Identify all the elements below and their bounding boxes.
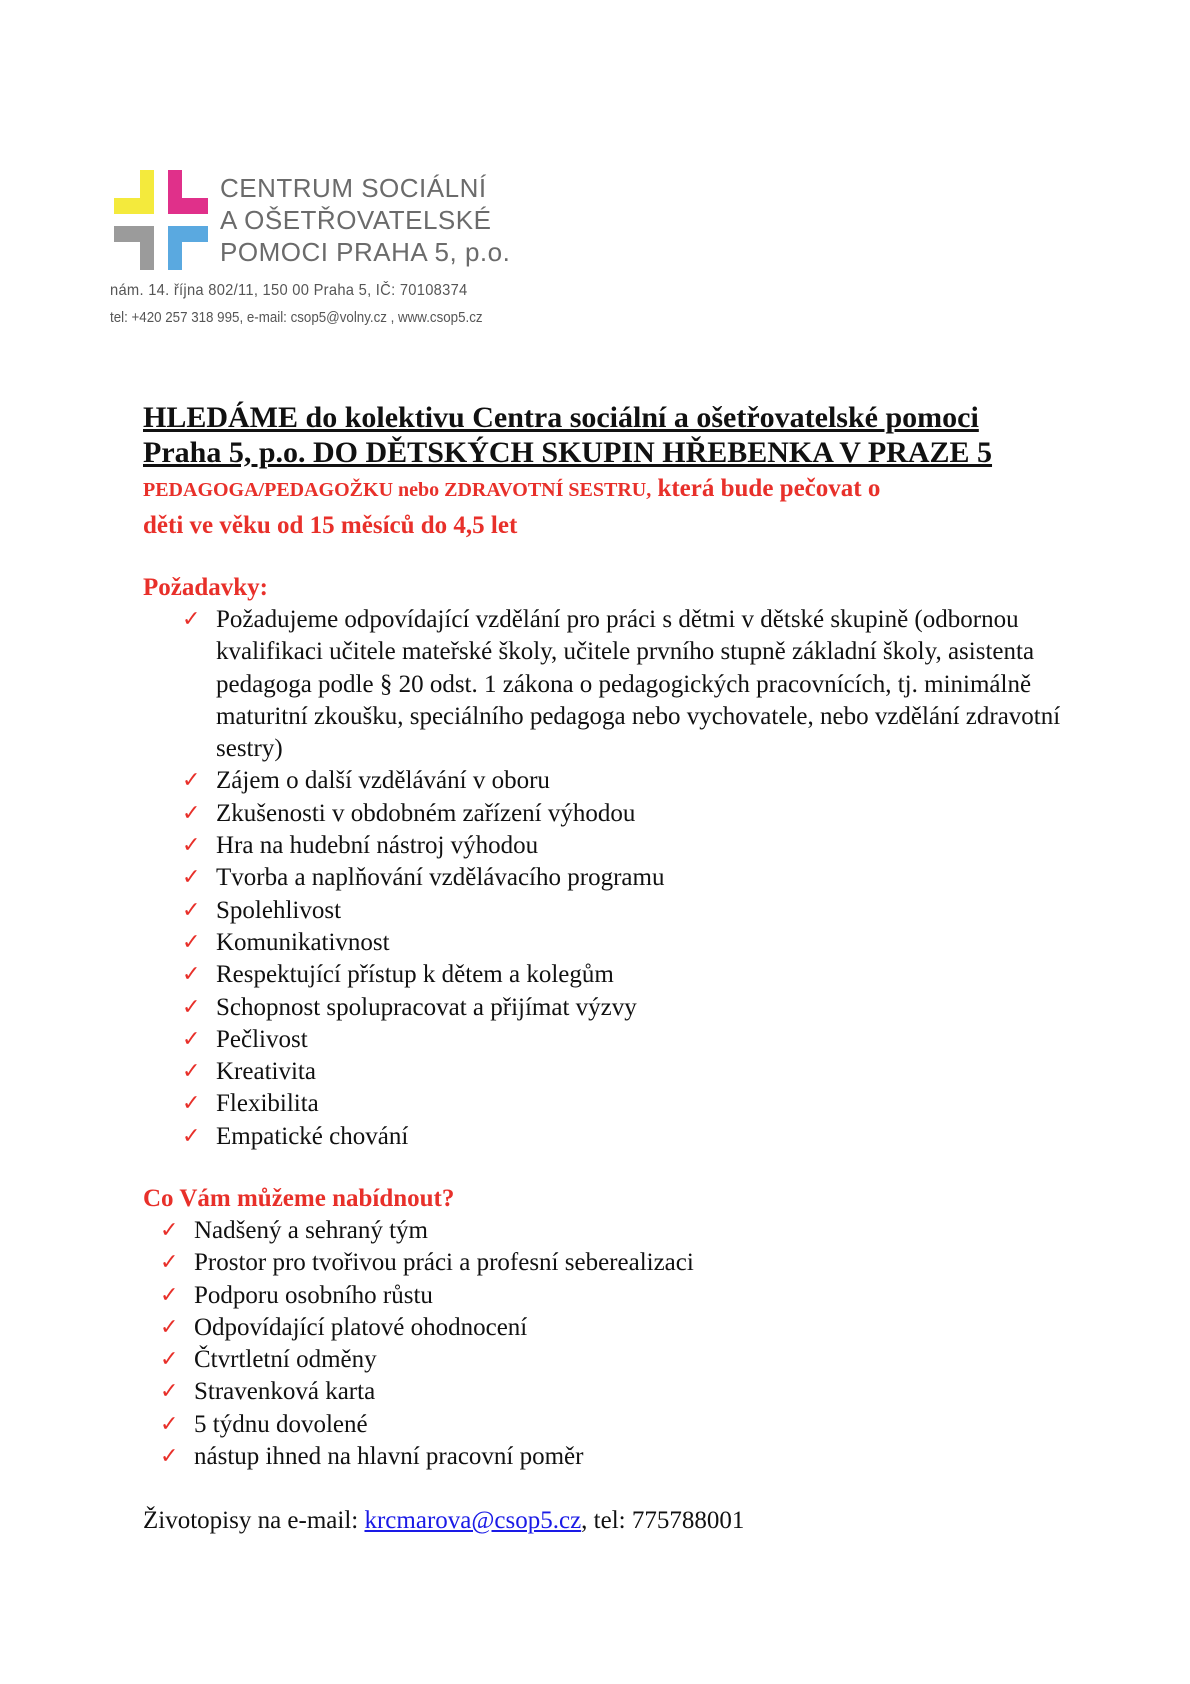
check-mark-icon: ✓ [182,607,201,632]
position-name: PEDAGOGA/PEDAGOŽKU nebo ZDRAVOTNÍ SESTRU, [143,479,652,501]
list-item-text: Schopnost spolupracovat a přijímat výzvy [216,993,637,1021]
offer-heading: Co Vám můžeme nabídnout? [143,1185,455,1212]
list-item [182,1121,1066,1153]
list-item [160,1344,694,1376]
cv-contact-prefix: Životopisy na e-mail: [143,1507,365,1534]
check-mark-icon: ✓ [182,768,201,794]
check-mark-icon: ✓ [160,1314,179,1340]
list-item [182,862,1066,894]
list-item-text: Komunikativnost [216,928,390,956]
list-item [182,927,1066,959]
list-item-text: Pečlivost [216,1025,308,1053]
list-item-text: Prostor pro tvořivou práci a profesní seberealizaci [194,1249,694,1277]
list-item-text: Stravenková karta [194,1378,376,1406]
list-item [182,830,1066,862]
list-item [160,1215,694,1247]
list-item [182,765,1066,797]
check-mark-icon: ✓ [182,994,201,1020]
check-mark-icon: ✓ [182,1026,201,1052]
list-item-text: Flexibilita [216,1090,319,1118]
list-item-text: Kreativita [216,1058,316,1086]
check-mark-icon: ✓ [182,800,201,826]
organization-name [220,172,510,268]
list-item-text: Hra na hudební nástroj výhodou [216,832,539,860]
email-link[interactable]: krcmarova@csop5.cz [364,1507,582,1534]
list-item-text: Odpovídající platové ohodnocení [194,1313,528,1341]
list-item-text: Empatické chování [216,1122,409,1150]
check-mark-icon: ✓ [160,1347,179,1373]
cv-contact-line [143,1505,744,1537]
list-item [160,1409,694,1441]
check-mark-icon: ✓ [160,1444,179,1470]
list-item-text: Nadšený a sehraný tým [194,1217,428,1244]
position-duty: která bude pečovat o [651,475,881,502]
check-mark-icon: ✓ [182,865,201,891]
list-item-text: Požadujeme odpovídající vzdělání pro práci s dětmi v dětské skupině (odbornou kvalifikaci učitele mateřské školy, učitele prvního stupně základní školy, asistenta pedagoga podle § 20 odst. 1 zákona o pedagogických pracovnících, tj. minimálně maturitní zkoušku, speciálního pedagoga nebo vychovatele, nebo vzdělání zdravotní sestry) [216,606,1061,763]
title-line-1: HLEDÁME do kolektivu Centra sociální a ošetřovatelské pomoci [143,401,979,434]
list-item [182,1088,1066,1120]
list-item [182,1056,1066,1088]
organization-phone-email-web: tel: +420 257 318 995, e-mail: csop5@volny.cz , www.csop5.cz [110,310,483,326]
position-age-range: děti ve věku od 15 měsíců do 4,5 let [143,512,518,539]
list-item-text: Respektující přístup k dětem a kolegům [216,961,614,989]
org-name-line-1: CENTRUM SOCIÁLNÍ [220,173,487,203]
requirements-heading: Požadavky: [143,574,268,601]
list-item [182,959,1066,991]
check-mark-icon: ✓ [160,1411,179,1437]
check-mark-icon: ✓ [160,1218,179,1243]
list-item-text: Zkušenosti v obdobném zařízení výhodou [216,799,636,827]
position-description [143,472,1073,543]
requirements-list [182,604,1066,1153]
page-title [143,400,1073,470]
list-item [182,1024,1066,1056]
organization-address: nám. 14. října 802/11, 150 00 Praha 5, IČ: 70108374 [110,282,468,299]
title-line-2: Praha 5, p.o. DO DĚTSKÝCH SKUPIN HŘEBENKA V PRAZE 5 [143,436,993,469]
org-name-line-3: POMOCI PRAHA 5, p.o. [220,237,511,267]
check-mark-icon: ✓ [160,1250,179,1276]
list-item [160,1247,694,1279]
list-item [160,1441,694,1473]
offer-list [160,1215,694,1473]
list-item-text: Tvorba a naplňování vzdělávacího programu [216,864,665,892]
organization-contact [110,280,515,332]
phone-number: , tel: 775788001 [581,1507,745,1534]
list-item-text: Spolehlivost [216,896,342,924]
list-item [160,1312,694,1344]
org-name-line-2: A OŠETŘOVATELSKÉ [220,205,492,235]
list-item-text: nástup ihned na hlavní pracovní poměr [194,1443,584,1471]
check-mark-icon: ✓ [182,1123,201,1149]
check-mark-icon: ✓ [182,1091,201,1117]
check-mark-icon: ✓ [160,1379,179,1405]
list-item-text: 5 týdnu dovolené [194,1410,368,1438]
list-item-text: Čtvrtletní odměny [194,1346,377,1374]
organization-logo [114,170,208,270]
check-mark-icon: ✓ [182,897,201,923]
check-mark-icon: ✓ [182,962,201,988]
check-mark-icon: ✓ [182,1059,201,1085]
list-item-text: Zájem o další vzdělávání v oboru [216,767,550,795]
list-item [182,798,1066,830]
list-item [160,1280,694,1312]
list-item-text: Podporu osobního růstu [194,1281,433,1309]
list-item [160,1376,694,1408]
list-item [182,895,1066,927]
list-item [182,992,1066,1024]
check-mark-icon: ✓ [160,1282,179,1308]
check-mark-icon: ✓ [182,833,201,859]
list-item [182,604,1066,765]
check-mark-icon: ✓ [182,929,201,955]
